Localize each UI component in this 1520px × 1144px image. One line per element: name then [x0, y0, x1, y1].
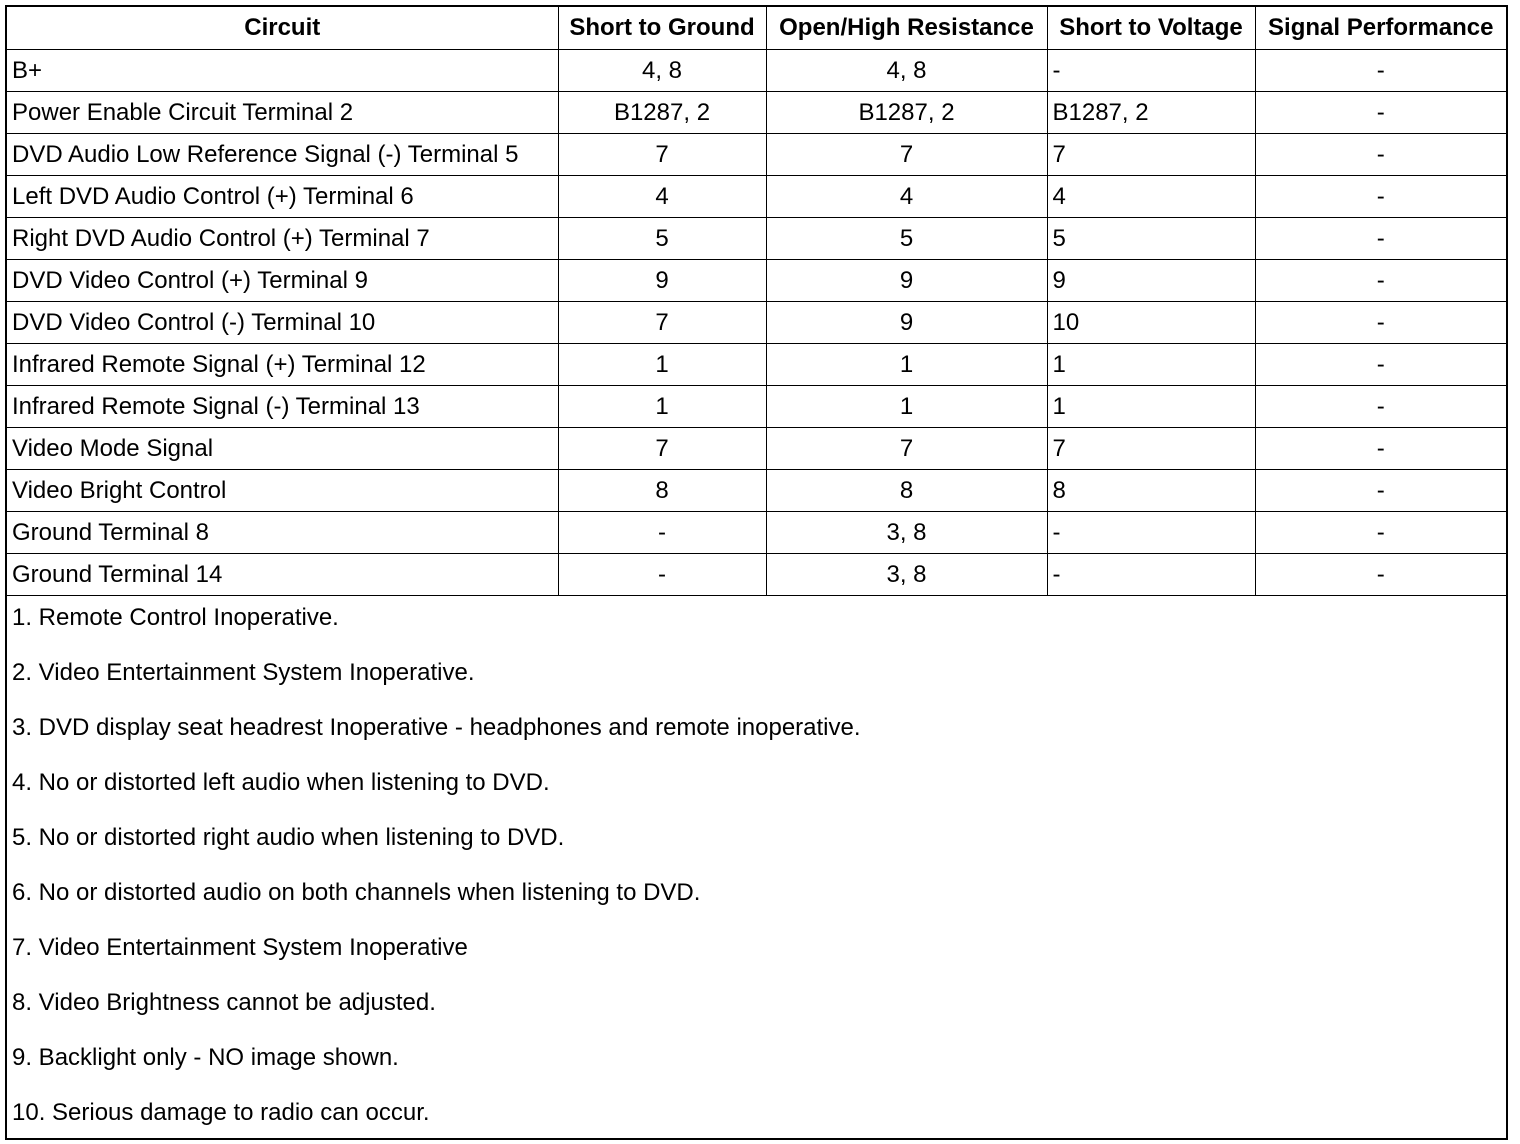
cell-signal-performance: - [1255, 176, 1507, 218]
cell-open-high-resistance: 8 [766, 470, 1047, 512]
cell-signal-performance: - [1255, 512, 1507, 554]
cell-short-to-voltage: 8 [1047, 470, 1255, 512]
cell-short-to-ground: 7 [558, 302, 766, 344]
cell-open-high-resistance: 7 [766, 134, 1047, 176]
cell-open-high-resistance: B1287, 2 [766, 92, 1047, 134]
footnote: 6. No or distorted audio on both channels when listening to DVD. [12, 879, 701, 906]
cell-short-to-voltage: 7 [1047, 134, 1255, 176]
cell-short-to-voltage: 10 [1047, 302, 1255, 344]
cell-circuit: Right DVD Audio Control (+) Terminal 7 [6, 218, 558, 260]
header-row [6, 6, 1507, 50]
table-row [6, 218, 1507, 260]
cell-signal-performance: - [1255, 302, 1507, 344]
cell-open-high-resistance: 1 [766, 344, 1047, 386]
cell-circuit: B+ [6, 50, 558, 92]
cell-signal-performance: - [1255, 554, 1507, 596]
cell-circuit: Infrared Remote Signal (-) Terminal 13 [6, 386, 558, 428]
cell-short-to-voltage: 1 [1047, 344, 1255, 386]
header-open-high-resistance: Open/High Resistance [766, 6, 1047, 50]
cell-short-to-ground: 8 [558, 470, 766, 512]
table-row [6, 470, 1507, 512]
cell-short-to-ground: 4, 8 [558, 50, 766, 92]
table-row [6, 260, 1507, 302]
circuit-diagnosis-table [5, 5, 1508, 1140]
footnote: 3. DVD display seat headrest Inoperative - headphones and remote inoperative. [12, 714, 861, 741]
cell-short-to-voltage: 7 [1047, 428, 1255, 470]
cell-short-to-voltage: 9 [1047, 260, 1255, 302]
footnote: 8. Video Brightness cannot be adjusted. [12, 989, 436, 1016]
cell-open-high-resistance: 7 [766, 428, 1047, 470]
footnote: 9. Backlight only - NO image shown. [12, 1044, 399, 1071]
table-row [6, 554, 1507, 596]
cell-signal-performance: - [1255, 386, 1507, 428]
cell-signal-performance: - [1255, 428, 1507, 470]
cell-circuit: Video Mode Signal [6, 428, 558, 470]
cell-circuit: Left DVD Audio Control (+) Terminal 6 [6, 176, 558, 218]
cell-open-high-resistance: 9 [766, 260, 1047, 302]
cell-circuit: Ground Terminal 14 [6, 554, 558, 596]
cell-short-to-ground: 1 [558, 344, 766, 386]
cell-short-to-ground: B1287, 2 [558, 92, 766, 134]
cell-circuit: DVD Video Control (-) Terminal 10 [6, 302, 558, 344]
table-row [6, 428, 1507, 470]
table-body [6, 50, 1507, 1140]
table-row [6, 134, 1507, 176]
cell-circuit: Power Enable Circuit Terminal 2 [6, 92, 558, 134]
cell-signal-performance: - [1255, 218, 1507, 260]
cell-signal-performance: - [1255, 470, 1507, 512]
table-row [6, 92, 1507, 134]
cell-short-to-ground: - [558, 512, 766, 554]
cell-open-high-resistance: 1 [766, 386, 1047, 428]
footnote: 1. Remote Control Inoperative. [12, 604, 339, 631]
notes-cell [6, 596, 1507, 1140]
table-header [6, 6, 1507, 50]
cell-short-to-ground: 4 [558, 176, 766, 218]
cell-short-to-voltage: B1287, 2 [1047, 92, 1255, 134]
cell-signal-performance: - [1255, 344, 1507, 386]
cell-short-to-voltage: 1 [1047, 386, 1255, 428]
cell-open-high-resistance: 3, 8 [766, 512, 1047, 554]
cell-short-to-ground: 5 [558, 218, 766, 260]
footnote: 2. Video Entertainment System Inoperative. [12, 659, 475, 686]
header-signal-performance: Signal Performance [1255, 6, 1507, 50]
footnote: 5. No or distorted right audio when listening to DVD. [12, 824, 565, 851]
cell-short-to-voltage: - [1047, 554, 1255, 596]
cell-circuit: Infrared Remote Signal (+) Terminal 12 [6, 344, 558, 386]
table-row [6, 176, 1507, 218]
footnote: 10. Serious damage to radio can occur. [12, 1099, 430, 1126]
table-row [6, 386, 1507, 428]
cell-short-to-ground: - [558, 554, 766, 596]
header-short-to-voltage: Short to Voltage [1047, 6, 1255, 50]
cell-open-high-resistance: 4, 8 [766, 50, 1047, 92]
cell-short-to-ground: 7 [558, 134, 766, 176]
cell-open-high-resistance: 9 [766, 302, 1047, 344]
cell-open-high-resistance: 4 [766, 176, 1047, 218]
cell-signal-performance: - [1255, 50, 1507, 92]
table-row [6, 302, 1507, 344]
table-row [6, 512, 1507, 554]
header-short-to-ground: Short to Ground [558, 6, 766, 50]
cell-signal-performance: - [1255, 260, 1507, 302]
cell-open-high-resistance: 5 [766, 218, 1047, 260]
cell-short-to-ground: 1 [558, 386, 766, 428]
cell-circuit: Video Bright Control [6, 470, 558, 512]
notes-row [6, 596, 1507, 1140]
footnote: 4. No or distorted left audio when listening to DVD. [12, 769, 550, 796]
header-circuit: Circuit [6, 6, 558, 50]
cell-circuit: DVD Video Control (+) Terminal 9 [6, 260, 558, 302]
cell-circuit: Ground Terminal 8 [6, 512, 558, 554]
cell-short-to-voltage: - [1047, 512, 1255, 554]
table-row [6, 50, 1507, 92]
cell-short-to-ground: 7 [558, 428, 766, 470]
cell-short-to-voltage: 4 [1047, 176, 1255, 218]
footnote: 7. Video Entertainment System Inoperative [12, 934, 468, 961]
table-row [6, 344, 1507, 386]
cell-short-to-voltage: - [1047, 50, 1255, 92]
cell-short-to-ground: 9 [558, 260, 766, 302]
cell-short-to-voltage: 5 [1047, 218, 1255, 260]
cell-signal-performance: - [1255, 92, 1507, 134]
cell-signal-performance: - [1255, 134, 1507, 176]
cell-open-high-resistance: 3, 8 [766, 554, 1047, 596]
cell-circuit: DVD Audio Low Reference Signal (-) Terminal 5 [6, 134, 558, 176]
